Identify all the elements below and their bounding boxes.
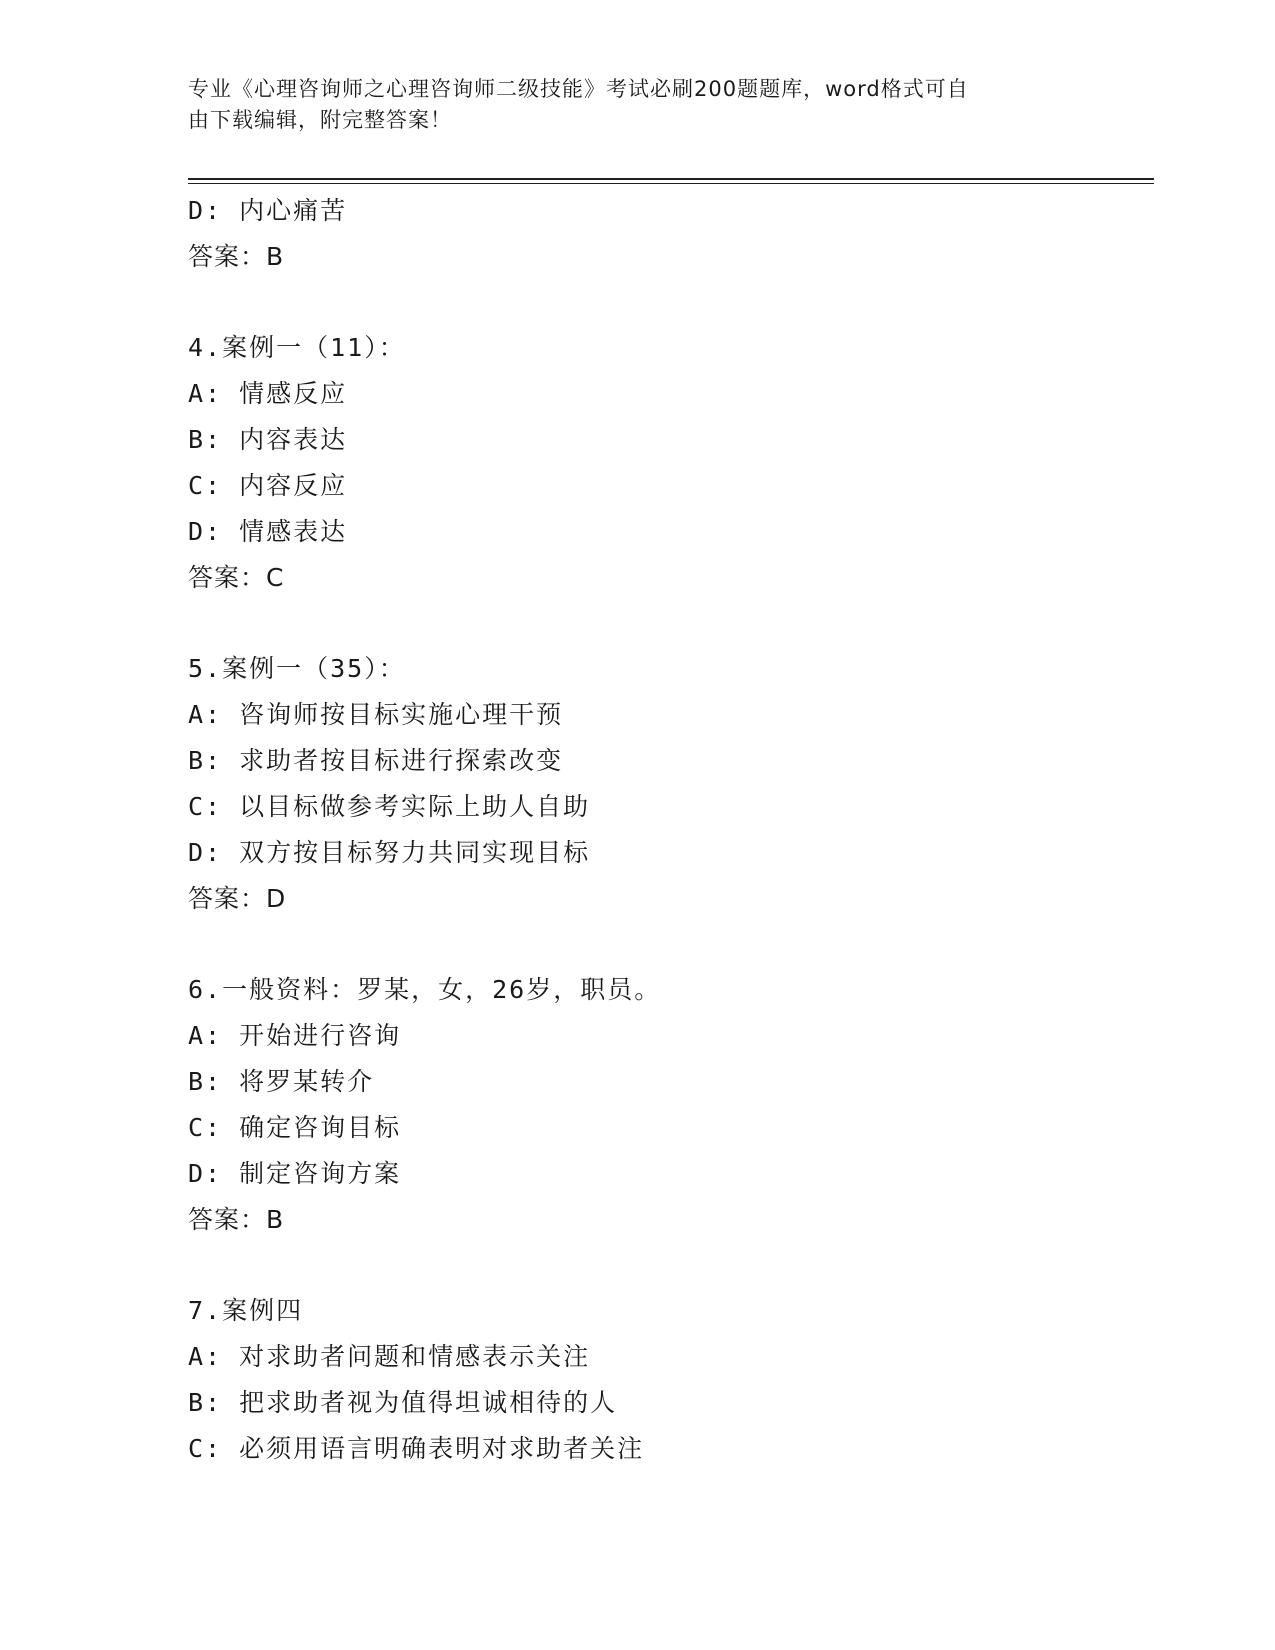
option-b: B: 内容表达 [188,425,348,454]
option-b: B: 将罗某转介 [188,1067,375,1096]
question-stem: 6.一般资料：罗某，女，26岁，职员。 [188,975,662,1004]
header-divider-thick [188,178,1154,180]
option-c: C: 以目标做参考实际上助人自助 [188,792,591,821]
header-line-1: 专业《心理咨询师之心理咨询师二级技能》考试必刷200题题库，word格式可自 [188,77,969,101]
question-block-6 [188,967,1148,1243]
answer-line: 答案：B [188,1205,285,1234]
option-b: B: 把求助者视为值得坦诚相待的人 [188,1388,618,1417]
option-a: A: 开始进行咨询 [188,1021,402,1050]
question-block-3-tail [188,188,1148,280]
option-d: D: 制定咨询方案 [188,1159,402,1188]
answer-line: 答案：D [188,884,287,913]
header-divider-thin [188,183,1154,184]
option-c: C: 必须用语言明确表明对求助者关注 [188,1434,645,1463]
header-line-2: 由下载编辑，附完整答案！ [188,108,452,132]
question-stem: 5.案例一（35）： [188,654,406,683]
question-stem: 4.案例一（11）： [188,333,406,362]
answer-line: 答案：B [188,242,285,271]
option-a: A: 情感反应 [188,379,348,408]
option-c: C: 内容反应 [188,471,348,500]
question-list [188,188,1148,1472]
answer-line: 答案：C [188,563,285,592]
document-header [188,74,1068,136]
option-b: B: 求助者按目标进行探索改变 [188,746,564,775]
question-block-7 [188,1288,1148,1472]
option-a: A: 咨询师按目标实施心理干预 [188,700,564,729]
question-stem: 7.案例四 [188,1296,304,1325]
option-a: A: 对求助者问题和情感表示关注 [188,1342,591,1371]
question-block-4 [188,325,1148,601]
option-c: C: 确定咨询目标 [188,1113,402,1142]
option-d: D: 情感表达 [188,517,348,546]
option-d: D: 内心痛苦 [188,196,348,225]
question-block-5 [188,646,1148,922]
option-d: D: 双方按目标努力共同实现目标 [188,838,591,867]
